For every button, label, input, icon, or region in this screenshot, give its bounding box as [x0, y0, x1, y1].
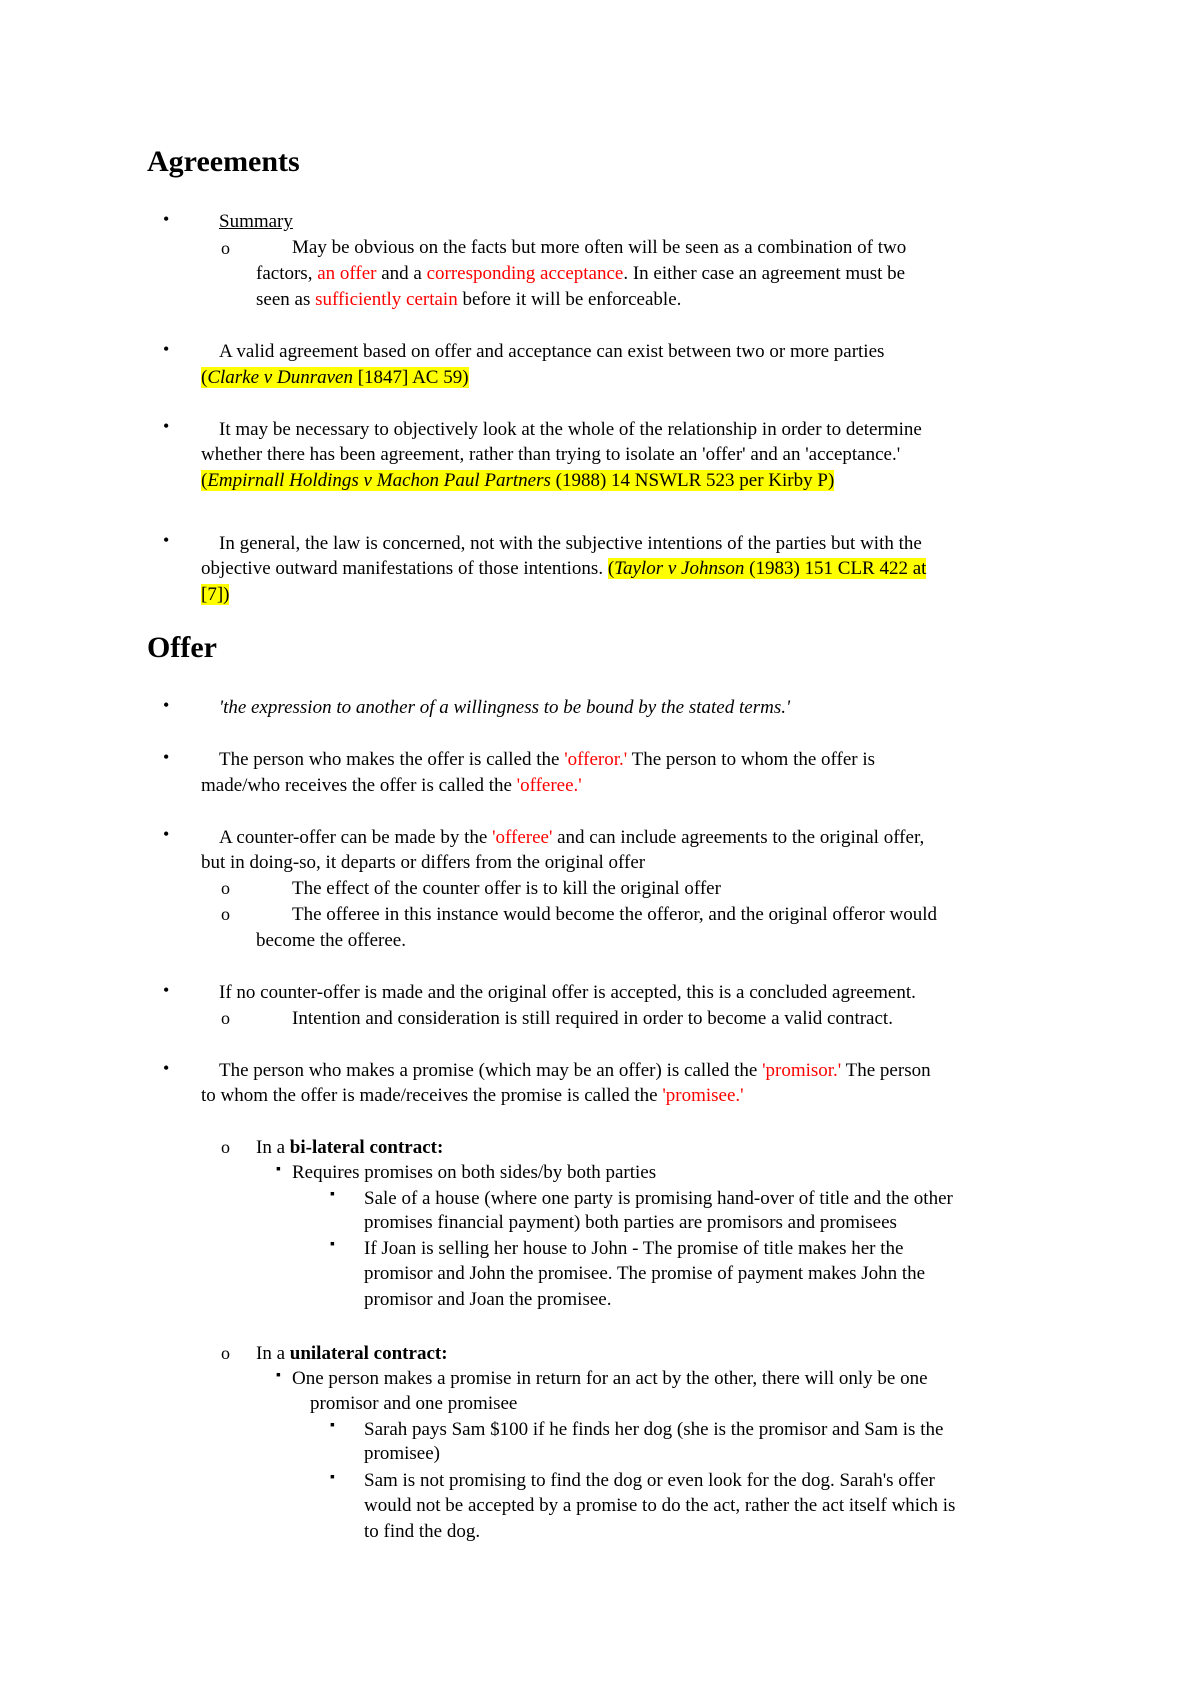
- sub-bullet-line: The offeree in this instance would become the offeror, and the original offeror would: [292, 904, 938, 925]
- square-bullet-icon: ▪: [330, 1418, 335, 1433]
- bilateral-example: promisor and John the promisee. The promise of payment makes John the: [364, 1263, 926, 1284]
- heading-agreements: Agreements: [147, 145, 300, 178]
- paragraph-line: objective outward manifestations of those intentions. (Taylor v Johnson (1983) 151 CLR 422 at: [201, 558, 927, 579]
- bilateral-heading: In a bi-lateral contract:: [256, 1137, 444, 1158]
- paragraph-line: made/who receives the offer is called the 'offeree.': [201, 775, 582, 796]
- paragraph-line: It may be necessary to objectively look at the whole of the relationship in order to determine: [219, 419, 922, 440]
- bullet-icon: •: [163, 339, 170, 359]
- circle-bullet-icon: o: [221, 878, 230, 898]
- offer-definition: 'the expression to another of a willingness to be bound by the stated terms.': [219, 697, 791, 718]
- unilateral-example: Sarah pays Sam $100 if he finds her dog (she is the promisor and Sam is the: [364, 1419, 944, 1440]
- bullet-icon: •: [163, 530, 170, 550]
- paragraph-line: If no counter-offer is made and the original offer is accepted, this is a concluded agreement.: [219, 982, 916, 1003]
- bullet-icon: •: [163, 1058, 170, 1078]
- paragraph-line: to whom the offer is made/receives the promise is called the 'promisee.': [201, 1085, 744, 1106]
- citation: [7]): [201, 584, 230, 605]
- paragraph-line: The person who makes a promise (which may be an offer) is called the 'promisor.' The person: [219, 1060, 931, 1081]
- citation: (Clarke v Dunraven [1847] AC 59): [201, 367, 469, 388]
- paragraph-line: A valid agreement based on offer and acceptance can exist between two or more parties: [219, 341, 885, 362]
- summary-line: seen as sufficiently certain before it will be enforceable.: [256, 289, 682, 310]
- unilateral-line: One person makes a promise in return for an act by the other, there will only be one: [292, 1368, 928, 1389]
- circle-bullet-icon: o: [221, 904, 230, 924]
- bilateral-line: Requires promises on both sides/by both parties: [292, 1162, 657, 1183]
- bullet-icon: •: [163, 416, 170, 436]
- circle-bullet-icon: o: [221, 238, 230, 258]
- paragraph-line: The person who makes the offer is called the 'offeror.' The person to whom the offer is: [219, 749, 876, 770]
- bullet-icon: •: [163, 747, 170, 767]
- bullet-icon: •: [163, 209, 170, 229]
- square-bullet-icon: ▪: [330, 1470, 335, 1485]
- summary-line: factors, an offer and a corresponding acceptance. In either case an agreement must be: [256, 263, 906, 284]
- bilateral-example: Sale of a house (where one party is promising hand-over of title and the other: [364, 1188, 953, 1209]
- circle-bullet-icon: o: [221, 1343, 230, 1363]
- paragraph-line: In general, the law is concerned, not with the subjective intentions of the parties but with the: [219, 533, 922, 554]
- circle-bullet-icon: o: [221, 1137, 230, 1157]
- unilateral-line: promisor and one promisee: [310, 1393, 518, 1414]
- square-bullet-icon: ▪: [276, 1368, 281, 1383]
- square-bullet-icon: ▪: [276, 1162, 281, 1177]
- bilateral-example: promisor and Joan the promisee.: [364, 1289, 612, 1310]
- bullet-icon: •: [163, 695, 170, 715]
- sub-bullet-line: Intention and consideration is still required in order to become a valid contract.: [292, 1008, 893, 1029]
- sub-bullet-line: become the offeree.: [256, 930, 406, 951]
- bullet-icon: •: [163, 980, 170, 1000]
- circle-bullet-icon: o: [221, 1008, 230, 1028]
- unilateral-heading: In a unilateral contract:: [256, 1343, 448, 1364]
- bilateral-example: If Joan is selling her house to John - The promise of title makes her the: [364, 1238, 904, 1259]
- citation: (Empirnall Holdings v Machon Paul Partners (1988) 14 NSWLR 523 per Kirby P): [201, 470, 835, 491]
- paragraph-line: A counter-offer can be made by the 'offeree' and can include agreements to the original offer,: [219, 827, 925, 848]
- bilateral-example: promises financial payment) both parties are promisors and promisees: [364, 1212, 897, 1233]
- bullet-icon: •: [163, 824, 170, 844]
- unilateral-example: would not be accepted by a promise to do the act, rather the act itself which is: [364, 1495, 956, 1516]
- unilateral-example: promisee): [364, 1443, 440, 1464]
- square-bullet-icon: ▪: [330, 1237, 335, 1252]
- paragraph-line: but in doing-so, it departs or differs from the original offer: [201, 852, 646, 873]
- summary-line: May be obvious on the facts but more often will be seen as a combination of two: [292, 237, 907, 258]
- unilateral-example: to find the dog.: [364, 1521, 481, 1542]
- paragraph-line: whether there has been agreement, rather than trying to isolate an 'offer' and an 'acceptance.': [201, 444, 901, 465]
- square-bullet-icon: ▪: [330, 1187, 335, 1202]
- heading-offer: Offer: [147, 631, 217, 664]
- sub-bullet-line: The effect of the counter offer is to kill the original offer: [292, 878, 721, 899]
- unilateral-example: Sam is not promising to find the dog or even look for the dog. Sarah's offer: [364, 1470, 935, 1491]
- summary-label: Summary: [219, 211, 293, 232]
